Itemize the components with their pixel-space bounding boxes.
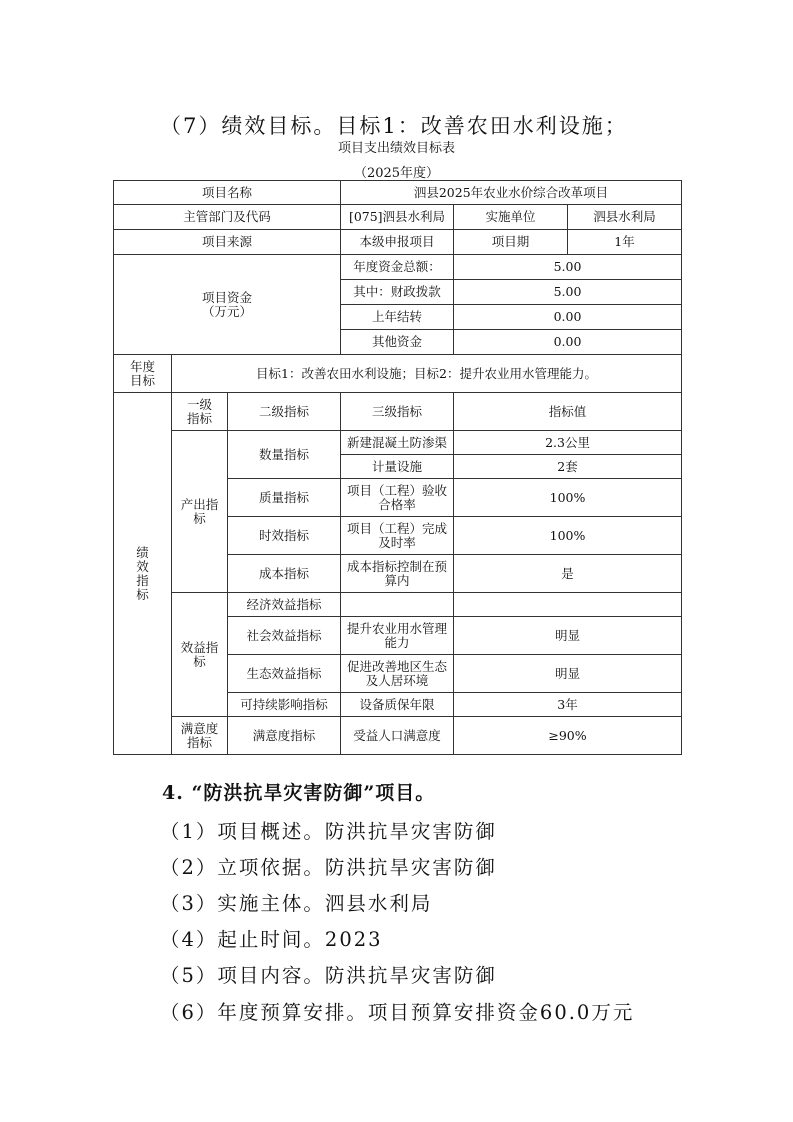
cost-indicator-label: 成本指标 xyxy=(228,555,341,593)
annual-goal-label xyxy=(114,355,172,393)
timeliness-l3-line2: 及时率 xyxy=(378,534,416,550)
economic-val xyxy=(454,593,682,617)
section-4-item: （4）起止时间。2023 xyxy=(160,928,383,951)
table-row xyxy=(114,230,682,255)
header-level1 xyxy=(172,393,228,431)
cost-val: 是 xyxy=(454,555,682,593)
timeliness-indicator-label: 时效指标 xyxy=(228,517,341,555)
header-level3: 三级指标 xyxy=(341,393,454,431)
project-name-label: 项目名称 xyxy=(114,181,341,205)
source-label: 项目来源 xyxy=(114,230,341,255)
satisfaction-label-line2: 指标 xyxy=(186,734,212,750)
table-row xyxy=(114,593,682,617)
impl-value: 泗县水利局 xyxy=(568,205,682,230)
header-value: 指标值 xyxy=(454,393,682,431)
benefit-label-line1: 效益指 xyxy=(180,639,219,655)
section-4-title: 4. “防洪抗旱灾害防御”项目。 xyxy=(162,782,436,804)
table-row xyxy=(114,355,682,393)
perf-char: 标 xyxy=(136,586,149,602)
economic-l3 xyxy=(341,593,454,617)
table-row xyxy=(114,717,682,755)
benefit-label-line2: 标 xyxy=(193,653,206,669)
satisfaction-l3: 受益人口满意度 xyxy=(341,717,454,755)
dept-value: [075]泗县水利局 xyxy=(341,205,454,230)
funds-total-value: 5.00 xyxy=(454,255,682,280)
impl-label: 实施单位 xyxy=(454,205,568,230)
header-level1-line1: 一级 xyxy=(186,396,212,412)
satisfaction-label-line1: 满意度 xyxy=(180,720,219,736)
header-level1-line2: 指标 xyxy=(186,410,212,426)
funds-label-line1: 项目资金 xyxy=(201,289,252,305)
period-label: 项目期 xyxy=(454,230,568,255)
performance-goal-table xyxy=(113,180,682,755)
quantity-indicator-label: 数量指标 xyxy=(228,431,341,479)
quantity-l3-2: 计量设施 xyxy=(341,455,454,479)
eco-l3-line1: 促进改善地区生态 xyxy=(346,658,447,674)
table-row xyxy=(114,205,682,230)
cost-l3 xyxy=(341,555,454,593)
funds-fiscal-label: 其中：财政拨款 xyxy=(341,280,454,305)
table-row xyxy=(114,181,682,205)
eco-val: 明显 xyxy=(454,655,682,693)
table-row xyxy=(114,393,682,431)
heading-item-7: （7）绩效目标。目标1：改善农田水利设施； xyxy=(160,114,628,138)
benefit-indicator-label xyxy=(172,593,228,717)
perf-char: 效 xyxy=(136,558,149,574)
period-value: 1年 xyxy=(568,230,682,255)
funds-carryover-label: 上年结转 xyxy=(341,305,454,330)
sustain-indicator-label: 可持续影响指标 xyxy=(228,693,341,717)
section-4-item: （2）立项依据。防洪抗旱灾害防御 xyxy=(160,856,497,879)
section-4-item: （1）项目概述。防洪抗旱灾害防御 xyxy=(160,820,497,843)
output-label-line2: 标 xyxy=(193,510,206,526)
satisfaction-val: ≥90% xyxy=(454,717,682,755)
cost-l3-line1: 成本指标控制在预 xyxy=(346,558,447,574)
funds-total-label: 年度资金总额： xyxy=(341,255,454,280)
social-indicator-label: 社会效益指标 xyxy=(228,617,341,655)
dept-label: 主管部门及代码 xyxy=(114,205,341,230)
quality-l3-line2: 合格率 xyxy=(378,496,416,512)
funds-label-line2: （万元） xyxy=(201,303,252,319)
funds-label xyxy=(114,255,341,355)
eco-l3 xyxy=(341,655,454,693)
annual-goal-label-line1: 年度 xyxy=(129,358,155,374)
funds-other-value: 0.00 xyxy=(454,330,682,355)
perf-char: 绩 xyxy=(136,544,149,560)
source-value: 本级申报项目 xyxy=(341,230,454,255)
performance-indicator-label xyxy=(114,393,172,755)
table-row xyxy=(114,255,682,280)
economic-indicator-label: 经济效益指标 xyxy=(228,593,341,617)
quality-indicator-label: 质量指标 xyxy=(228,479,341,517)
table-row xyxy=(114,431,682,455)
funds-fiscal-value: 5.00 xyxy=(454,280,682,305)
cost-l3-line2: 算内 xyxy=(384,572,410,588)
quantity-val-2: 2套 xyxy=(454,455,682,479)
quantity-l3-1: 新建混凝土防渗渠 xyxy=(341,431,454,455)
social-l3 xyxy=(341,617,454,655)
annual-goal-value: 目标1：改善农田水利设施；目标2：提升农业用水管理能力。 xyxy=(172,355,682,393)
quantity-val-1: 2.3公里 xyxy=(454,431,682,455)
timeliness-l3-line1: 项目（工程）完成 xyxy=(346,520,447,536)
social-val: 明显 xyxy=(454,617,682,655)
quality-l3-line1: 项目（工程）验收 xyxy=(346,482,447,498)
table-year: （2025年度） xyxy=(353,166,440,181)
header-level2: 二级指标 xyxy=(228,393,341,431)
social-l3-line2: 能力 xyxy=(384,634,410,650)
annual-goal-label-line2: 目标 xyxy=(129,372,155,388)
timeliness-val: 100% xyxy=(454,517,682,555)
perf-char: 指 xyxy=(136,572,149,588)
section-4-item: （3）实施主体。泗县水利局 xyxy=(160,892,433,915)
timeliness-l3 xyxy=(341,517,454,555)
funds-carryover-value: 0.00 xyxy=(454,305,682,330)
sustain-val: 3年 xyxy=(454,693,682,717)
project-name-value: 泗县2025年农业水价综合改革项目 xyxy=(341,181,682,205)
output-indicator-label xyxy=(172,431,228,593)
satisfaction-level1 xyxy=(172,717,228,755)
social-l3-line1: 提升农业用水管理 xyxy=(346,620,447,636)
funds-other-label: 其他资金 xyxy=(341,330,454,355)
table-title: 项目支出绩效目标表 xyxy=(337,141,455,156)
quality-val: 100% xyxy=(454,479,682,517)
sustain-l3: 设备质保年限 xyxy=(341,693,454,717)
section-4-item: （6）年度预算安排。项目预算安排资金60.0万元 xyxy=(160,1001,635,1024)
output-label-line1: 产出指 xyxy=(180,496,219,512)
quality-l3 xyxy=(341,479,454,517)
eco-l3-line2: 及人居环境 xyxy=(365,672,429,688)
eco-indicator-label: 生态效益指标 xyxy=(228,655,341,693)
satisfaction-l2: 满意度指标 xyxy=(228,717,341,755)
section-4-item: （5）项目内容。防洪抗旱灾害防御 xyxy=(160,964,497,987)
